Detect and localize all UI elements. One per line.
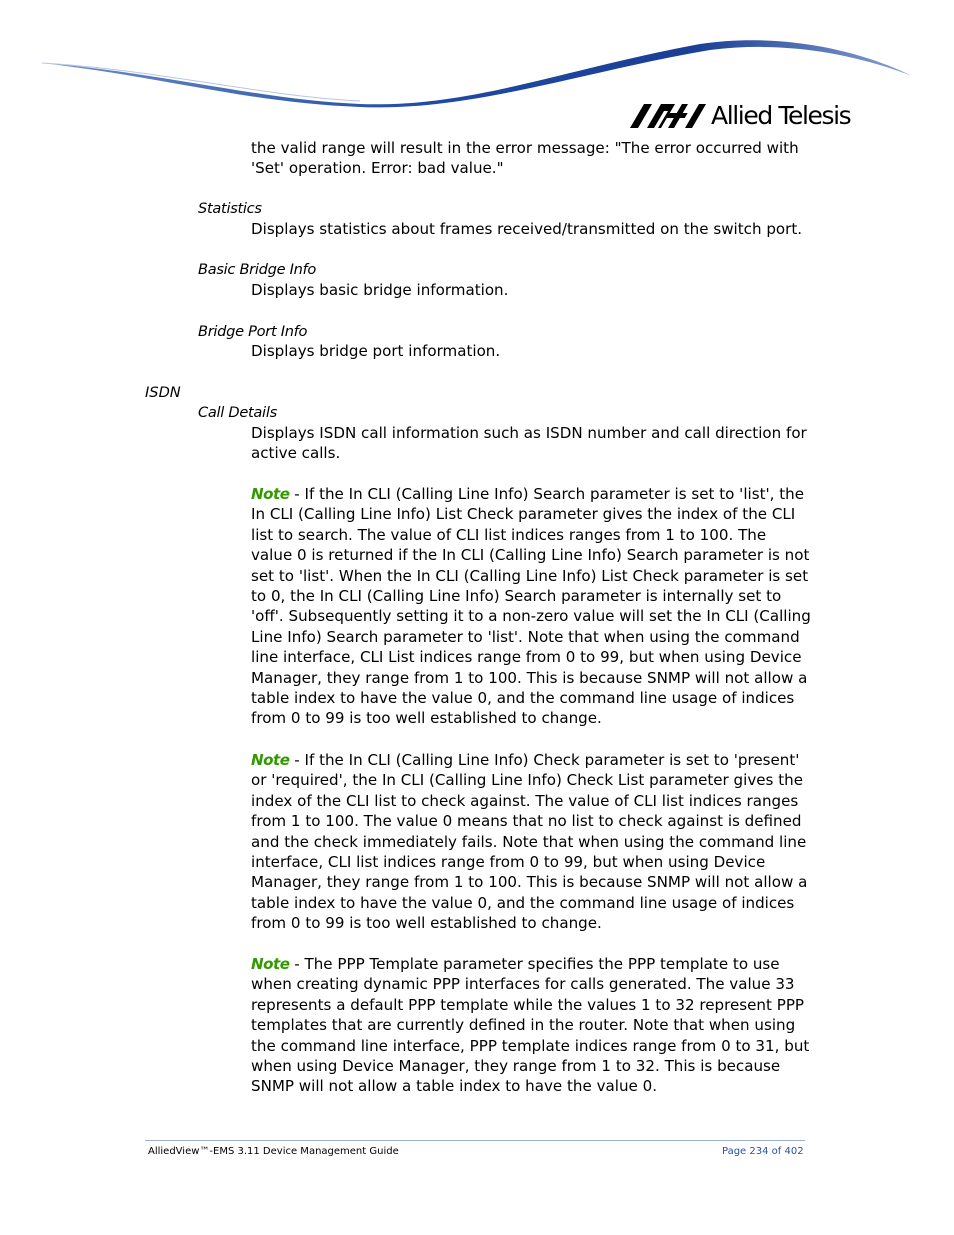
error-message-text: the valid range will result in the error message: "The error occurred with 'Set' operation. Error: bad value." <box>251 139 799 178</box>
footer-page-number: Page 234 of 402 <box>722 1146 804 1157</box>
basic-bridge-info-heading: Basic Bridge Info <box>198 261 317 278</box>
footer-doc-title: AlliedView™-EMS 3.11 Device Management Guide <box>148 1146 399 1157</box>
note-text: - If the In CLI (Calling Line Info) Search parameter is set to 'list', the In CLI (Calling Line Info) List Check parameter gives the index of the CLI list to search. The value of CLI list indices ranges from 1 to 100. The value 0 is returned if the In CLI (Calling Line Info) Search parameter is not set to 'list'. When the In CLI (Calling Line Info) List Check parameter is set to 0, the In CLI (Calling Line Info) Search parameter is internally set to 'off'. Subsequently setting it to a non-zero value will set the In CLI (Calling Line Info) Search parameter to 'list'. Note that when using the command line interface, CLI List indices range from 0 to 99, but when using Device Manager, they range from 1 to 100. This is because SNMP will not allow a table index to have the value 0, and the command line usage of indices from 0 to 99 is too well established to change. <box>251 485 811 728</box>
basic-bridge-info-description: Displays basic bridge information. <box>251 281 509 299</box>
footer-divider <box>145 1140 805 1141</box>
isdn-heading: ISDN <box>145 384 181 401</box>
allied-telesis-logo-icon <box>630 102 706 130</box>
note-ppp-template <box>251 954 811 1097</box>
statistics-heading: Statistics <box>198 200 262 217</box>
brand-name: Allied Telesis <box>711 101 851 130</box>
bridge-port-info-description: Displays bridge port information. <box>251 342 501 360</box>
bridge-port-info-heading: Bridge Port Info <box>198 323 308 340</box>
note-text: - The PPP Template parameter specifies the PPP template to use when creating dynamic PPP interfaces for calls generated. The value 33 represents a default PPP template while the values 1 to 32 represent PPP templates that are currently defined in the router. Note that when using the command line interface, PPP template indices range from 0 to 31, but when using Device Manager, they range from 1 to 32. This is because SNMP will not allow a table index to have the value 0. <box>251 955 810 1096</box>
brand-logo <box>630 101 850 131</box>
note-label: Note <box>251 485 290 503</box>
call-details-description: Displays ISDN call information such as ISDN number and call direction for active calls. <box>251 424 807 463</box>
note-label: Note <box>251 751 290 769</box>
note-cli-check-list <box>251 750 811 934</box>
statistics-description: Displays statistics about frames received/transmitted on the switch port. <box>251 220 803 238</box>
note-text: - If the In CLI (Calling Line Info) Check parameter is set to 'present' or 'required', the In CLI (Calling Line Info) Check List parameter gives the index of the CLI list to check against. The value of CLI list indices ranges from 1 to 100. The value 0 means that no list to check against is defined and the check immediately fails. Note that when using the command line interface, CLI list indices range from 0 to 99, but when using Device Manager, they range from 1 to 100. This is because SNMP will not allow a table index to have the value 0, and the command line usage of indices from 0 to 99 is too well established to change. <box>251 751 808 933</box>
note-cli-list-check <box>251 484 811 729</box>
note-label: Note <box>251 955 290 973</box>
call-details-heading: Call Details <box>198 404 277 421</box>
